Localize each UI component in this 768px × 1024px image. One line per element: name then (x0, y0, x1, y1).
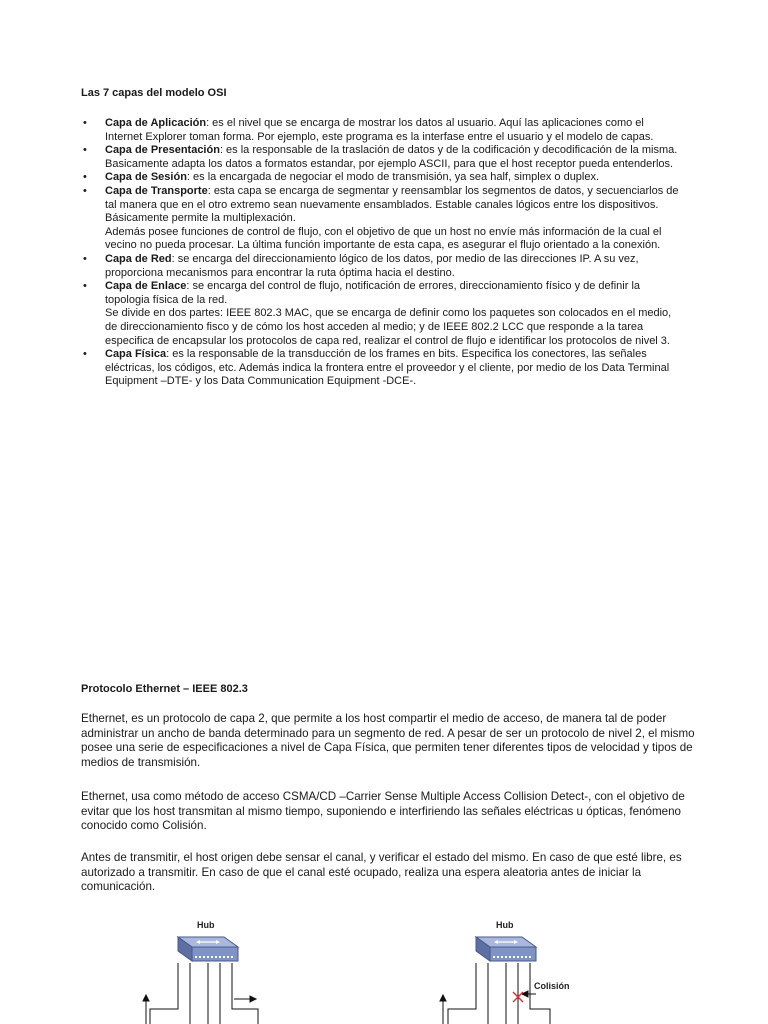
layer-description: : se encarga del control de flujo, notificación de errores, direccionamiento físico y de definir la topologia física de la red. (105, 280, 641, 306)
layer-description: : es la responsable de la traslación de datos y de la codificación y decodificación de la misma. Basicamente adapta los datos a formatos estandar, por ejemplo ASCII, para que el host receptor pueda entenderlos. (105, 144, 678, 170)
list-item (81, 117, 681, 144)
layer-description: : esta capa se encarga de segmentar y reensamblar los segmentos de datos, y secuenciarlos de tal manera que en el otro extremo sean nuevamente ensamblados. Estable canales lógicos entre los dispositivos. Básicamente permite la multiplexación. (105, 184, 679, 225)
right-hub-front-face (490, 947, 536, 961)
layer-extra-text: Además posee funciones de control de flujo, con el objetivo de que un host no envíe más información de la cual el vecino no pueda procesar. La última función importante de esta capa, es asegurar el flujo orientado a la conexión. (105, 225, 662, 252)
hub-collision-diagram (130, 915, 650, 1024)
layer-description: : se encarga del direccionamiento lógico de los datos, por medio de las direcciones IP. A su vez, proporciona mecanismos para encontrar la ruta óptima hacia el destino. (105, 252, 639, 279)
layer-description: : es el nivel que se encarga de mostrar los datos al usuario. Aquí las aplicaciones como el Internet Explorer toman forma. Por ejemplo, este programa es la interfase entre el usuario y el modelo de capas. (105, 117, 654, 143)
left-hub-cables (150, 963, 258, 1024)
list-item (81, 253, 681, 280)
paragraph-transmission: Antes de transmitir, el host origen debe sensar el canal, y verificar el estado del mismo. En caso de que esté libre, es autorizado a transmitir. En caso de que el canal esté ocupado, realiza una espera aleatoria antes de iniciar la comunicación. (81, 851, 682, 894)
right-hub-label: Hub (496, 920, 514, 930)
osi-layer-list (81, 117, 681, 389)
right-hub (440, 920, 570, 1024)
list-item (81, 171, 681, 185)
layer-term: Capa de Transporte (105, 184, 208, 197)
left-hub-label: Hub (197, 920, 215, 930)
left-hub (143, 920, 258, 1024)
bullet-icon: • (83, 184, 87, 197)
bullet-icon: • (83, 117, 87, 129)
layer-description: : es la encargada de negociar el modo de transmisión, ya sea half, simplex o duplex. (186, 171, 600, 184)
layer-term: Capa Física (105, 348, 167, 361)
list-item (81, 348, 681, 389)
bullet-icon: • (83, 144, 87, 157)
bullet-icon: • (83, 280, 87, 293)
layer-term: Capa de Sesión (105, 171, 187, 184)
list-item (81, 144, 681, 171)
list-item (81, 185, 681, 253)
paragraph-ethernet-intro: Ethernet, es un protocolo de capa 2, que permite a los host compartir el medio de acceso, de manera tal de poder administrar un ancho de banda determinado para un segmento de red. A pesar de ser un protocolo de nivel 2, el mismo posee una serie de especificaciones a nivel de Capa Física, que permiten tener diferentes tipos de velocidad y tipos de medios de transmisión. (81, 712, 695, 769)
layer-term: Capa de Enlace (105, 280, 187, 293)
left-hub-front-face (192, 947, 238, 961)
list-item (81, 280, 681, 348)
paragraph-csma-cd: Ethernet, usa como método de acceso CSMA/CD –Carrier Sense Multiple Access Collision Detect-, con el objetivo de evitar que los host transmitan al mismo tiempo, suponiendo e interfiriendo las señales eléctricas u ópticas, fenómeno conocido como Colisión. (81, 790, 685, 833)
layer-term: Capa de Red (105, 252, 172, 265)
layer-term: Capa de Aplicación (105, 117, 207, 129)
layer-term: Capa de Presentación (105, 144, 220, 157)
layer-extra-text: Se divide en dos partes: IEEE 802.3 MAC, que se encarga de definir como los paquetes son colocados en el medio, de direccionamiento fisco y de cómo los host acceden al medio; y de IEEE 802.2 LCC que responde a la tarea especifica de encapsular los protocolos de capa red, realizar el control de flujo e identificar los protocolos de nivel 3. (105, 307, 672, 347)
section-title-ethernet: Protocolo Ethernet – IEEE 802.3 (81, 683, 248, 695)
bullet-icon: • (83, 171, 87, 184)
section-title-osi: Las 7 capas del modelo OSI (81, 87, 227, 99)
layer-description: : es la responsable de la transducción de los frames en bits. Especifica los conectores, las señales eléctricas, los códigos, etc. Además indica la frontera entre el proveedor y el cliente, por medio de los Data Terminal Equipment –DTE- y los Data Communication Equipment -DCE-. (105, 348, 670, 388)
bullet-icon: • (83, 348, 87, 361)
collision-label: Colisión (534, 981, 570, 991)
bullet-icon: • (83, 252, 87, 265)
